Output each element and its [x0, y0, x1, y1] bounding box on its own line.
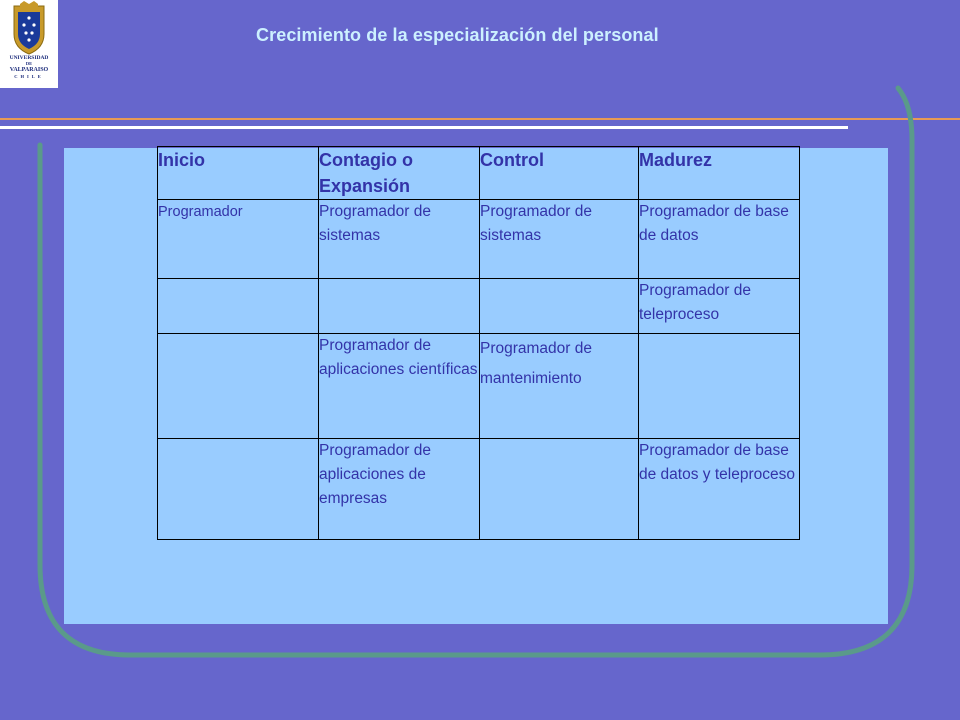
table-row [158, 439, 800, 540]
header-contagio: Contagio o Expansión [319, 147, 480, 200]
table-row [158, 279, 800, 334]
table-cell: Programador de sistemas [480, 200, 639, 279]
table-cell: Programador de mantenimiento [480, 334, 639, 439]
table-cell [480, 279, 639, 334]
table-cell [158, 334, 319, 439]
header-madurez: Madurez [639, 147, 800, 200]
table-cell [639, 334, 800, 439]
page-title: Crecimiento de la especialización del personal [256, 25, 659, 45]
header-inicio: Inicio [158, 147, 319, 200]
table-cell [158, 279, 319, 334]
table-cell: Programador de base de datos [639, 200, 800, 279]
table-cell: Programador de aplicaciones de empresas [319, 439, 480, 540]
logo-line3: VALPARAISO [9, 67, 49, 73]
logo-line2: DE [25, 61, 33, 66]
table-row [158, 200, 800, 279]
logo-line1: UNIVERSIDAD [9, 55, 49, 61]
table-cell: Programador [158, 200, 319, 279]
table-cell [158, 439, 319, 540]
logo-line4: CHILE [14, 74, 44, 79]
table-cell [480, 439, 639, 540]
table-header-row [158, 147, 800, 200]
table-cell: Programador de aplicaciones científicas [319, 334, 480, 439]
table-cell: Programador de teleproceso [639, 279, 800, 334]
table-row [158, 334, 800, 439]
table-cell: Programador de base de datos y teleproceso [639, 439, 800, 540]
specialization-table [157, 146, 800, 540]
header-control: Control [480, 147, 639, 200]
table-cell [319, 279, 480, 334]
table-cell: Programador de sistemas [319, 200, 480, 279]
